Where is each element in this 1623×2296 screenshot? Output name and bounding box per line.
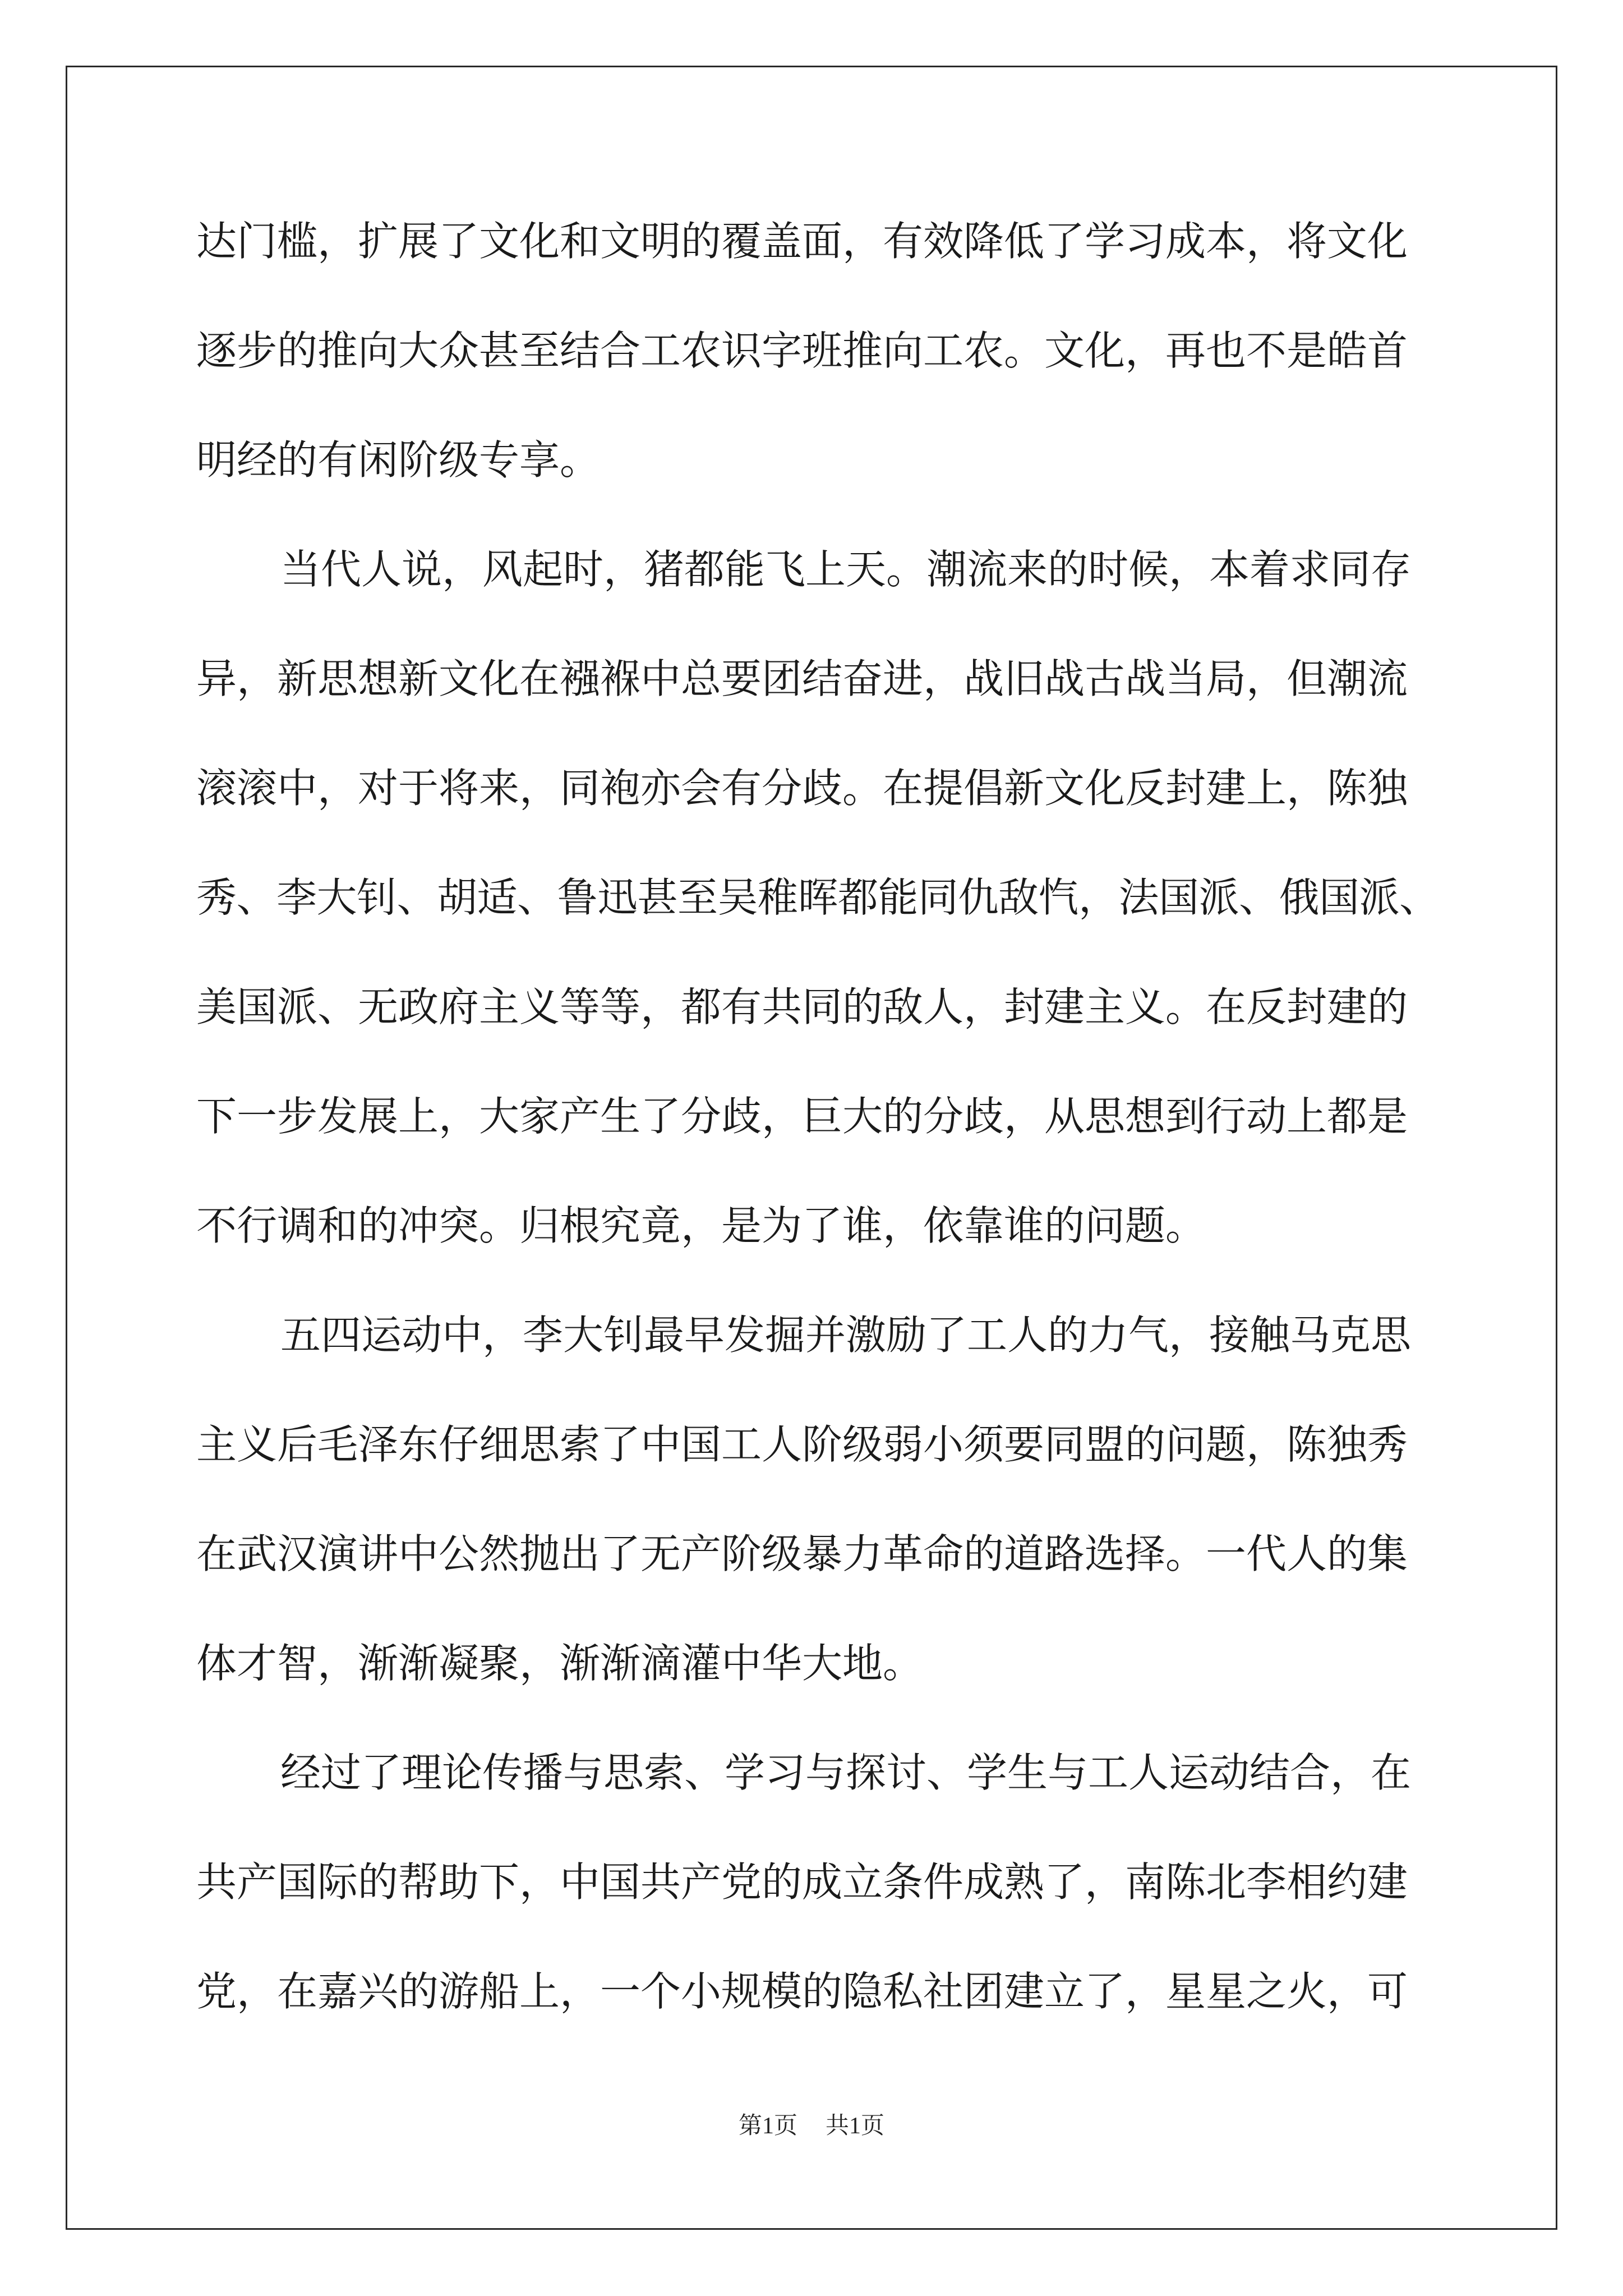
text-line: 体才智，渐渐凝聚，渐渐滴灌中华大地。 [196,1640,924,1687]
paragraph-first-line: 经过了理论传播与思索、学习与探讨、学生与工人运动结合，在 [280,1749,1412,1796]
text-line: 党，在嘉兴的游船上，一个小规模的隐私社团建立了，星星之火，可 [196,1968,1408,2015]
page-number-current: 第1页 [738,2113,797,2139]
text-line: 明经的有闲阶级专享。 [196,436,601,484]
text-line: 美国派、无政府主义等等，都有共同的敌人，封建主义。在反封建的 [196,983,1408,1030]
text-line: 下一步发展上，大家产生了分歧，巨大的分歧，从思想到行动上都是 [196,1093,1408,1140]
text-line: 不行调和的冲突。归根究竟，是为了谁，依靠谁的问题。 [196,1202,1206,1249]
text-line: 在武汉演讲中公然抛出了无产阶级暴力革命的道路选择。一代人的集 [196,1530,1408,1577]
text-line: 异，新思想新文化在襁褓中总要团结奋进，战旧战古战当局，但潮流 [196,655,1408,702]
paragraph-first-line: 五四运动中，李大钊最早发掘并激励了工人的力气，接触马克思 [280,1312,1412,1359]
text-line: 秀、李大钊、胡适、鲁迅甚至吴稚晖都能同仇敌忾，法国派、俄国派、 [196,874,1440,921]
paragraph-first-line: 当代人说，风起时，猪都能飞上天。潮流来的时候，本着求同存 [280,546,1412,593]
text-line: 滚滚中，对于将来，同袍亦会有分歧。在提倡新文化反封建上，陈独 [196,765,1408,812]
text-line: 主义后毛泽东仔细思索了中国工人阶级弱小须要同盟的问题，陈独秀 [196,1421,1408,1468]
text-line: 达门槛，扩展了文化和文明的覆盖面，有效降低了学习成本，将文化 [196,218,1408,265]
text-line: 共产国际的帮助下，中国共产党的成立条件成熟了，南陈北李相约建 [196,1858,1408,1906]
text-line: 逐步的推向大众甚至结合工农识字班推向工农。文化，再也不是皓首 [196,327,1408,374]
document-body [196,208,1453,2067]
page-footer [0,2109,1623,2143]
page-number-total: 共1页 [826,2113,885,2139]
